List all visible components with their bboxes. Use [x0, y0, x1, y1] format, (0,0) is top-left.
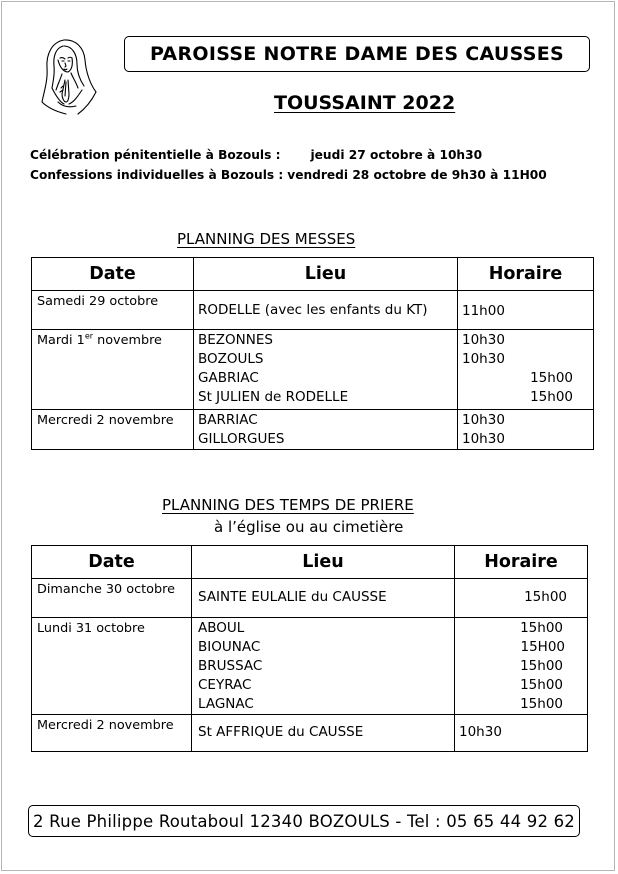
horaire-cell: [455, 715, 588, 752]
lieu-item: BRUSSAC: [198, 658, 263, 674]
horaire-item: 11h00: [462, 303, 505, 319]
announcement-penitential: [30, 148, 482, 162]
horaire-cell: [455, 618, 588, 715]
prayers-section-title: PLANNING DES TEMPS DE PRIERE: [162, 496, 414, 514]
lieu-cell: [192, 579, 455, 618]
date-cell: Dimanche 30 octobre: [32, 579, 192, 618]
date-main: Mardi 1: [37, 333, 85, 348]
masses-table: [31, 257, 594, 450]
event-subtitle: TOUSSAINT 2022: [274, 92, 456, 114]
prayers-table: [31, 545, 588, 752]
date-cell: Mercredi 2 novembre: [32, 410, 194, 450]
date-cell: Lundi 31 octobre: [32, 618, 192, 715]
praying-madonna-icon: [38, 36, 100, 116]
table-row: [32, 291, 594, 330]
horaire-item: 15h00: [520, 658, 563, 674]
announcement-value: vendredi 28 octobre de 9h30 à 11H00: [287, 168, 547, 182]
table-row: [32, 330, 594, 410]
horaire-item: 15h00: [520, 620, 563, 636]
horaire-item: 15h00: [530, 389, 573, 405]
lieu-cell: [194, 330, 458, 410]
date-cell: Samedi 29 octobre: [32, 291, 194, 330]
lieu-item: RODELLE (avec les enfants du KT): [198, 302, 428, 318]
horaire-item: 15h00: [524, 589, 567, 605]
lieu-item: GILLORGUES: [198, 431, 285, 447]
announcement-label: Confessions individuelles à Bozouls :: [30, 168, 284, 182]
horaire-item: 10h30: [462, 351, 505, 367]
table-row: [32, 618, 588, 715]
lieu-cell: [192, 715, 455, 752]
lieu-cell: [194, 291, 458, 330]
lieu-item: St JULIEN de RODELLE: [198, 389, 349, 405]
prayers-section-subtitle: à l’église ou au cimetière: [214, 518, 404, 536]
date-cell: [32, 330, 194, 410]
column-header-horaire: Horaire: [455, 546, 588, 579]
lieu-item: BEZONNES: [198, 332, 273, 348]
horaire-cell: [455, 579, 588, 618]
date-cell: Mercredi 2 novembre: [32, 715, 192, 752]
horaire-item: 10h30: [462, 431, 505, 447]
horaire-item: 10h30: [462, 332, 505, 348]
announcement-confessions: [30, 168, 547, 182]
horaire-item: 15h00: [520, 677, 563, 693]
horaire-item: 10h30: [462, 412, 505, 428]
table-row: [32, 715, 588, 752]
footer-address: 2 Rue Philippe Routaboul 12340 BOZOULS - Tel : 05 65 44 92 62: [28, 805, 580, 837]
announcement-label: Célébration pénitentielle à Bozouls :: [30, 148, 281, 162]
lieu-cell: [192, 618, 455, 715]
horaire-item: 15H00: [520, 639, 565, 655]
lieu-item: ABOUL: [198, 620, 245, 636]
announcement-value: jeudi 27 octobre à 10h30: [310, 148, 483, 162]
lieu-item: SAINTE EULALIE du CAUSSE: [198, 589, 387, 605]
page-title: PAROISSE NOTRE DAME DES CAUSSES: [124, 36, 590, 72]
horaire-item: 15h00: [530, 370, 573, 386]
lieu-item: GABRIAC: [198, 370, 259, 386]
horaire-item: 10h30: [459, 724, 502, 740]
horaire-item: 15h00: [520, 696, 563, 712]
horaire-cell: [458, 330, 594, 410]
lieu-item: CEYRAC: [198, 677, 252, 693]
lieu-item: LAGNAC: [198, 696, 254, 712]
column-header-date: Date: [32, 258, 194, 291]
lieu-item: BIOUNAC: [198, 639, 261, 655]
date-rest: novembre: [93, 333, 162, 348]
lieu-item: BARRIAC: [198, 412, 258, 428]
column-header-date: Date: [32, 546, 192, 579]
horaire-cell: [458, 410, 594, 450]
masses-section-title: PLANNING DES MESSES: [177, 230, 356, 248]
column-header-lieu: Lieu: [194, 258, 458, 291]
lieu-cell: [194, 410, 458, 450]
horaire-cell: [458, 291, 594, 330]
date-ordinal: er: [84, 331, 94, 341]
table-row: [32, 579, 588, 618]
column-header-lieu: Lieu: [192, 546, 455, 579]
table-row: [32, 410, 594, 450]
table-header-row: [32, 258, 594, 291]
table-header-row: [32, 546, 588, 579]
lieu-item: BOZOULS: [198, 351, 264, 367]
column-header-horaire: Horaire: [458, 258, 594, 291]
lieu-item: St AFFRIQUE du CAUSSE: [198, 724, 364, 740]
